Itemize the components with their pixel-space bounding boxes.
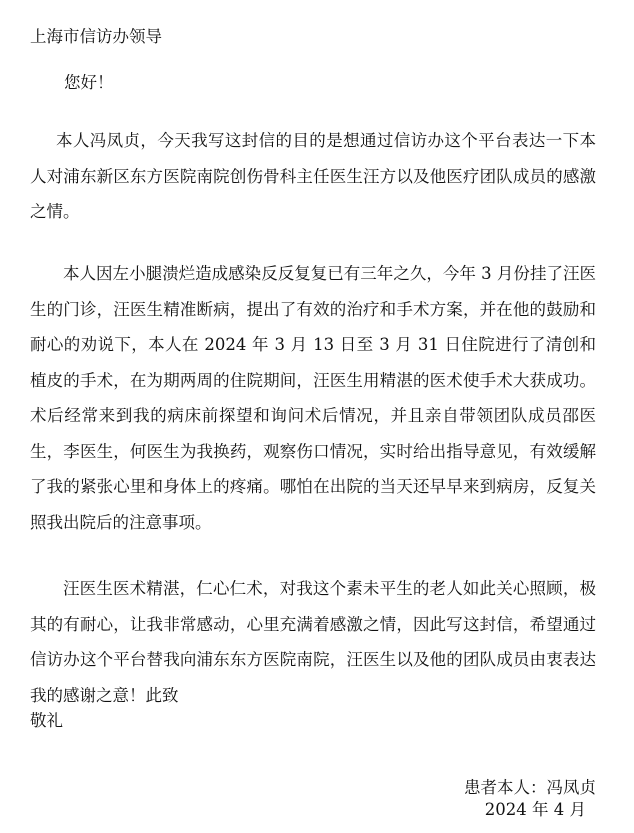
closing-salutation: 敬礼 bbox=[30, 711, 63, 730]
signer-line: 患者本人：冯凤贞 bbox=[464, 778, 596, 797]
greeting-line: 您好！ bbox=[64, 73, 114, 92]
date-line: 2024 年 4 月 bbox=[484, 800, 586, 819]
paragraph-intro: 本人冯凤贞，今天我写这封信的目的是想通过信访办这个平台表达一下本人对浦东新区东方医院南院创伤骨科主任医生汪方以及他医疗团队成员的感激之情。 bbox=[30, 131, 596, 221]
paragraph-gratitude: 汪医生医术精湛，仁心仁术，对我这个素未平生的老人如此关心照顾，极其的有耐心，让我非常感动，心里充满着感激之情，因此写这封信，希望通过信访办这个平台替我向浦东东方医院南院，汪医生以及他的团队成员由衷表达我的感谢之意！此致 bbox=[30, 579, 596, 705]
recipient-line: 上海市信访办领导 bbox=[30, 27, 162, 46]
paragraph-treatment: 本人因左小腿溃烂造成感染反反复复已有三年之久，今年 3 月份挂了汪医生的门诊，汪医生精准断病，提出了有效的治疗和手术方案，并在他的鼓励和耐心的劝说下，本人在 2024 年 3 月 13 日至 3 月 31 日住院进行了清创和植皮的手术，在为期两周的住院期间，汪医生用精湛的医术使手术大获成功。术后经常来到我的病床前探望和询问术后情况，并且亲自带领团队成员邵医生，李医生，何医生为我换药，观察伤口情况，实时给出指导意见，有效缓解了我的紧张心里和身体上的疼痛。哪怕在出院的当天还早早来到病房，反复关照我出院后的注意事项。 bbox=[30, 264, 596, 532]
